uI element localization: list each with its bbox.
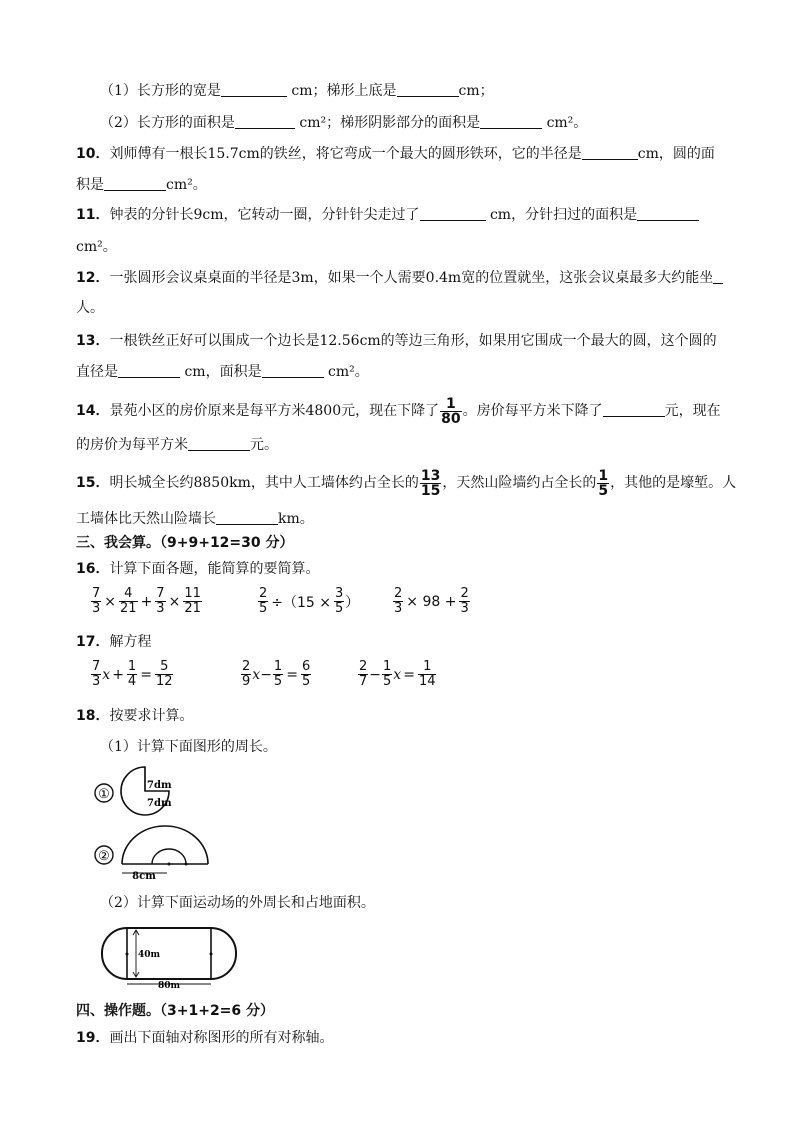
figure-2-label: ② bbox=[98, 849, 110, 864]
field-outline bbox=[102, 928, 236, 979]
q9-part2: （2）长方形的面积是 cm²；梯形阴影部分的面积是 cm²。 bbox=[100, 115, 588, 131]
answer-blank[interactable] bbox=[188, 436, 250, 451]
answer-blank[interactable] bbox=[637, 206, 699, 221]
q18-sub2: （2）计算下面运动场的外周长和占地面积。 bbox=[100, 895, 375, 911]
q9-part1: （1）长方形的宽是 cm；梯形上底是 cm； bbox=[100, 83, 494, 99]
fraction: $\frac{13}{15}$ bbox=[420, 467, 441, 499]
answer-blank[interactable] bbox=[104, 176, 166, 191]
q11-line1: 11．钟表的分针长9cm，它转动一圈，分针针尖走过了 cm，分针扫过的面积是 bbox=[76, 205, 699, 225]
center-dot bbox=[168, 863, 171, 866]
q17-prompt: 17．解方程 bbox=[76, 634, 152, 650]
fraction: $\frac{1}{80}$ bbox=[441, 395, 461, 427]
q14-line1: 14．景苑小区的房价原来是每平方米4800元，现在下降了 $\frac{1}{80}$ 。房价每平方米下降了 元，现在 bbox=[76, 395, 721, 427]
q16-expression-1: $\frac{7}{3}$ × $\frac{4}{21}$ + $\frac{7}{3}$ × $\frac{11}{21}$ bbox=[92, 586, 201, 616]
answer-blank[interactable] bbox=[221, 82, 287, 97]
q19-prompt: 19．画出下面轴对称图形的所有对称轴。 bbox=[76, 1030, 334, 1046]
figure-2-semicircle bbox=[92, 824, 222, 884]
outer-semicircle bbox=[122, 826, 208, 864]
section-4-title: 四、操作题。（3+1+2=6 分） bbox=[76, 1003, 275, 1019]
answer-blank[interactable] bbox=[603, 402, 665, 417]
answer-blank[interactable] bbox=[235, 114, 295, 129]
q10-line1: 10．刘师傅有一根长15.7cm的铁丝，将它弯成一个最大的圆形铁环，它的半径是 cm，圆的面 bbox=[76, 146, 715, 162]
center-dot bbox=[210, 953, 213, 956]
answer-blank[interactable] bbox=[397, 82, 459, 97]
q15-line1: 15．明长城全长约8850km，其中人工墙体约占全长的 $\frac{13}{15}$ ，天然山险墙约占全长的 $\frac{1}{5}$ ，其他的是壕堑。人 bbox=[76, 467, 737, 499]
inner-semicircle bbox=[152, 849, 186, 864]
radius-label-2: 7dm bbox=[147, 798, 172, 809]
q10-line2: 积是 cm²。 bbox=[76, 177, 207, 193]
q12-line1: 12．一张圆形会议桌桌面的半径是3m，如果一个人需要0.4m宽的位置就坐，这张会议桌最多大约能坐 bbox=[76, 268, 723, 288]
q16-expression-3: $\frac{2}{3}$ × 98 + $\frac{2}{3}$ bbox=[394, 586, 469, 616]
width-label: 80m bbox=[157, 981, 181, 990]
answer-blank[interactable] bbox=[118, 363, 180, 378]
answer-blank[interactable] bbox=[216, 510, 278, 525]
section-3-title: 三、我会算。（9+9+12=30 分） bbox=[76, 535, 294, 551]
q12-line2: 人。 bbox=[76, 300, 104, 316]
center-dot bbox=[126, 953, 129, 956]
q17-equation-2: $\frac{2}{9}$ x − $\frac{1}{5}$ = $\frac{6}{5}$ bbox=[242, 659, 311, 689]
q18-prompt: 18．按要求计算。 bbox=[76, 708, 194, 724]
figure-1-three-quarter-circle bbox=[92, 762, 182, 822]
q16-expression-2: $\frac{2}{5}$ ÷（15 × $\frac{3}{5}$ ） bbox=[259, 586, 360, 616]
answer-blank[interactable] bbox=[420, 206, 486, 221]
answer-blank[interactable] bbox=[713, 269, 723, 284]
q16-prompt: 16．计算下面各题，能简算的要简算。 bbox=[76, 561, 320, 577]
q18-sub1: （1）计算下面图形的周长。 bbox=[100, 739, 277, 755]
figure-1-label: ① bbox=[98, 787, 110, 802]
q13-line2: 直径是 cm，面积是 cm²。 bbox=[76, 364, 369, 380]
height-label: 40m bbox=[138, 950, 161, 960]
figure-3-sports-field bbox=[98, 924, 244, 990]
q17-equation-1: $\frac{7}{3}$ x + $\frac{1}{4}$ = $\frac{5}{12}$ bbox=[92, 659, 173, 689]
q17-equation-3: $\frac{2}{7}$ − $\frac{1}{5}$ x = $\frac{1}{14}$ bbox=[359, 659, 436, 689]
q11-line2: cm²。 bbox=[76, 239, 117, 255]
answer-blank[interactable] bbox=[480, 114, 542, 129]
q14-line2: 的房价为每平方米 元。 bbox=[76, 437, 278, 453]
fraction: $\frac{1}{5}$ bbox=[598, 467, 609, 499]
radius-label-1: 7dm bbox=[147, 780, 172, 791]
answer-blank[interactable] bbox=[582, 145, 638, 160]
answer-blank[interactable] bbox=[262, 363, 324, 378]
q15-line2: 工墙体比天然山险墙长 km。 bbox=[76, 511, 314, 527]
center-dot bbox=[185, 863, 188, 866]
q13-line1: 13．一根铁丝正好可以围成一个边长是12.56cm的等边三角形，如果用它围成一个最大的圆，这个圆的 bbox=[76, 333, 717, 349]
dimension-label: 8cm bbox=[132, 871, 156, 882]
